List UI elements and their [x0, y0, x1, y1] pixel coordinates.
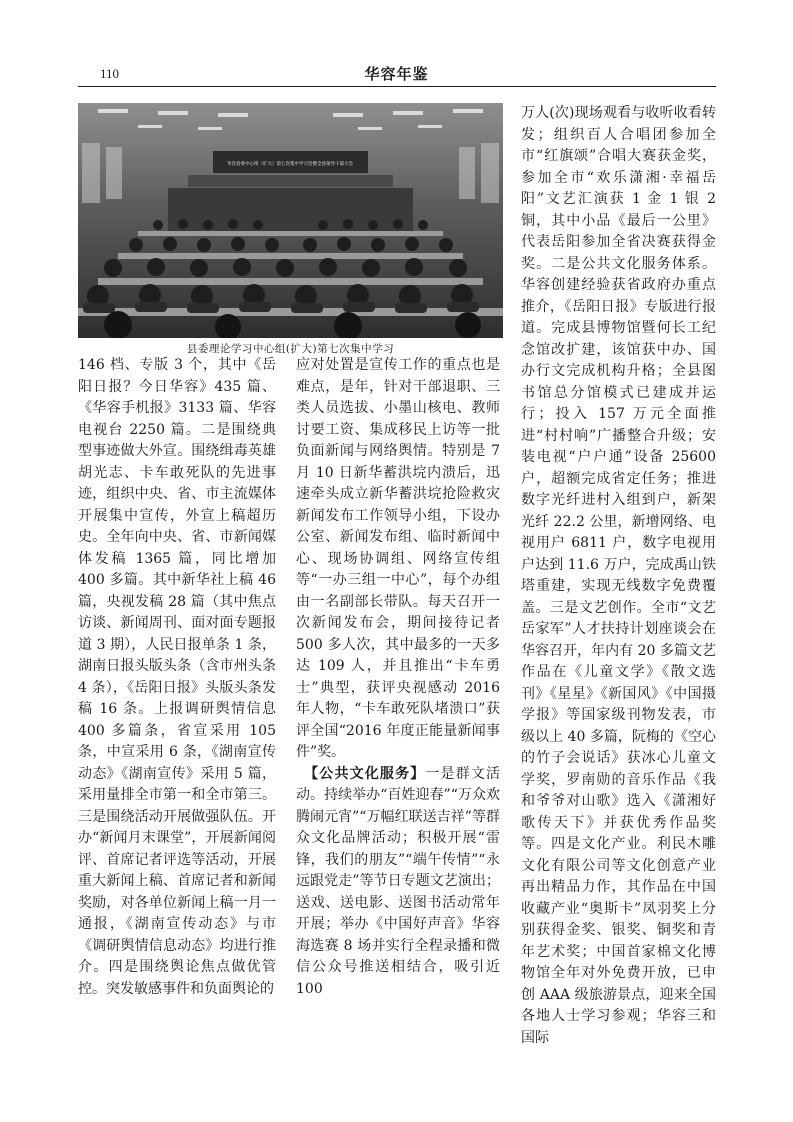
text-column-2 [296, 355, 500, 1000]
header-rule [78, 86, 716, 87]
column-2-paragraph-b [296, 764, 500, 1001]
page-number: 110 [100, 66, 120, 81]
text-column-3 [521, 103, 716, 1049]
text-column-1 [78, 355, 276, 1000]
photo-caption: 县委理论学习中心组(扩大)第七次集中学习 [186, 343, 395, 355]
stage-banner: 华容县委中心组（扩大）第七次集中学习会暨全县领导干部大会 [227, 162, 353, 167]
column-2-text-a: 应对处置是宣传工作的重点也是难点，是年，针对干部退职、三类人员选拔、小墨山核电、教师讨要工资、集成移民上访等一批负面新闻与网络舆情。特别是 7 月 10 日新华蓄洪垸内溃后，迅速牵头成立新华蓄洪垸抢险救灾新闻发布工作领导小组，下设办公室、新闻发布组、临时新闻中心、现场协调组、网络宣传组等“一办三组一中心”，每个办组由一名副部长带队。每天召开一次新闻发布会，期间接待记者 500 多人次，其中最多的一天多达 109 人，并且推出“卡车勇士”典型，获评央视感动 2016 年人物，“卡车敢死队堵溃口”获评全国“2016 年度正能量新闻事件”奖。 [296, 357, 500, 760]
column-1-text: 146 档、专版 3 个，其中《岳阳日报？今日华容》435 篇、《华容手机报》3133 篇、华容电视台 2250 篇。二是围绕典型事迹做大外宣。围绕缉毒英雄胡光志、卡车敢死队的先进事迹，组织中央、省、市主流媒体开展集中宣传，外宣上稿超历史。全年向中央、省、市新闻媒体发稿 1365 篇，同比增加 400 多篇。其中新华社上稿 46 篇，央视发稿 28 篇（其中焦点访谈、新闻周刊、面对面专题报道 3 期），人民日报单条 1 条，湖南日报头版头条（含市州头条 4 条），《岳阳日报》头版头条发稿 16 条。上报调研舆情信息 400 多篇条，省宣采用 105 条，中宣采用 6 条，《湖南宣传动态》《湖南宣传》采用 5 篇，采用量排全市第一和全市第三。三是围绕活动开展做强队伍。开办“新闻月末课堂”，开展新闻阅评、首席记者评选等活动，开展重大新闻上稿、首席记者和新闻奖励，对各单位新闻上稿一月一通报，《湖南宣传动态》与市《调研舆情信息动态》均进行推介。四是围绕舆论焦点做优管控。突发敏感事件和负面舆论的 [78, 357, 276, 997]
section-heading-public-culture: 【公共文化服务】 [311, 765, 426, 782]
column-2-text-b: 一是群文活动。持续举办“百姓迎春”“万众欢腾闹元宵”“万幅红联送吉祥”等群众文化品牌活动；积极开展“雷锋，我们的朋友”“端午传情”“永远跟党走”等节日专题文艺演出；送戏、送电影、送图书活动常年开展；举办《中国好声音》华容海选赛 8 场并实行全程录播和微信公众号推送相结合，吸引近 100 [296, 765, 501, 997]
meeting-photo [78, 103, 503, 338]
column-3-text: 万人(次)现场观看与收听收看转发；组织百人合唱团参加全市“红旗颂”合唱大赛获金奖，参加全市“欢乐潇湘·幸福岳阳”文艺汇演获 1 金 1 银 2 铜，其中小品《最后一公里》代表岳阳参加全省决赛获得金奖。二是公共文化服务体系。华容创建经验获省政府办重点推介，《岳阳日报》专版进行报道。完成县博物馆暨何长工纪念馆改扩建，该馆获中办、国办行文完成机构升格；全县图书馆总分馆模式已建成并运行；投入 157 万元全面推进“村村响”广播整合升级；安装电视“户户通”设备 25600 户，超额完成省定任务；推进数字光纤进村入组到户，新架光纤 22.2 公里，新增网络、电视用户 6811 户，数字电视用户达到 11.6 万户，完成禹山铁塔重建，实现无线数字免费覆盖。三是文艺创作。全市“文艺岳家军”人才扶持计划座谈会在华容召开，年内有 20 多篇文艺作品在《儿童文学》《散文选刊》《星星》《新国风》《中国摄学报》等国家级刊物发表，市级以上 40 多篇，阮梅的《空心的竹子会说话》获冰心儿童文学奖，罗南勋的音乐作品《我和爷爷对山歌》选入《潇湘好歌传天下》并获优秀作品奖等。四是文化产业。利民木雕文化有限公司等文化创意产业再出精品力作，其作品在中国收藏产业“奥斯卡”凤羽奖上分别获得金奖、银奖、铜奖和青年艺术奖；中国首家棉文化博物馆全年对外免费开放，已申创 AAA 级旅游景点，迎来全国各地人士学习参观；华容三和国际 [521, 105, 716, 1046]
running-title: 华容年鉴 [364, 65, 429, 83]
